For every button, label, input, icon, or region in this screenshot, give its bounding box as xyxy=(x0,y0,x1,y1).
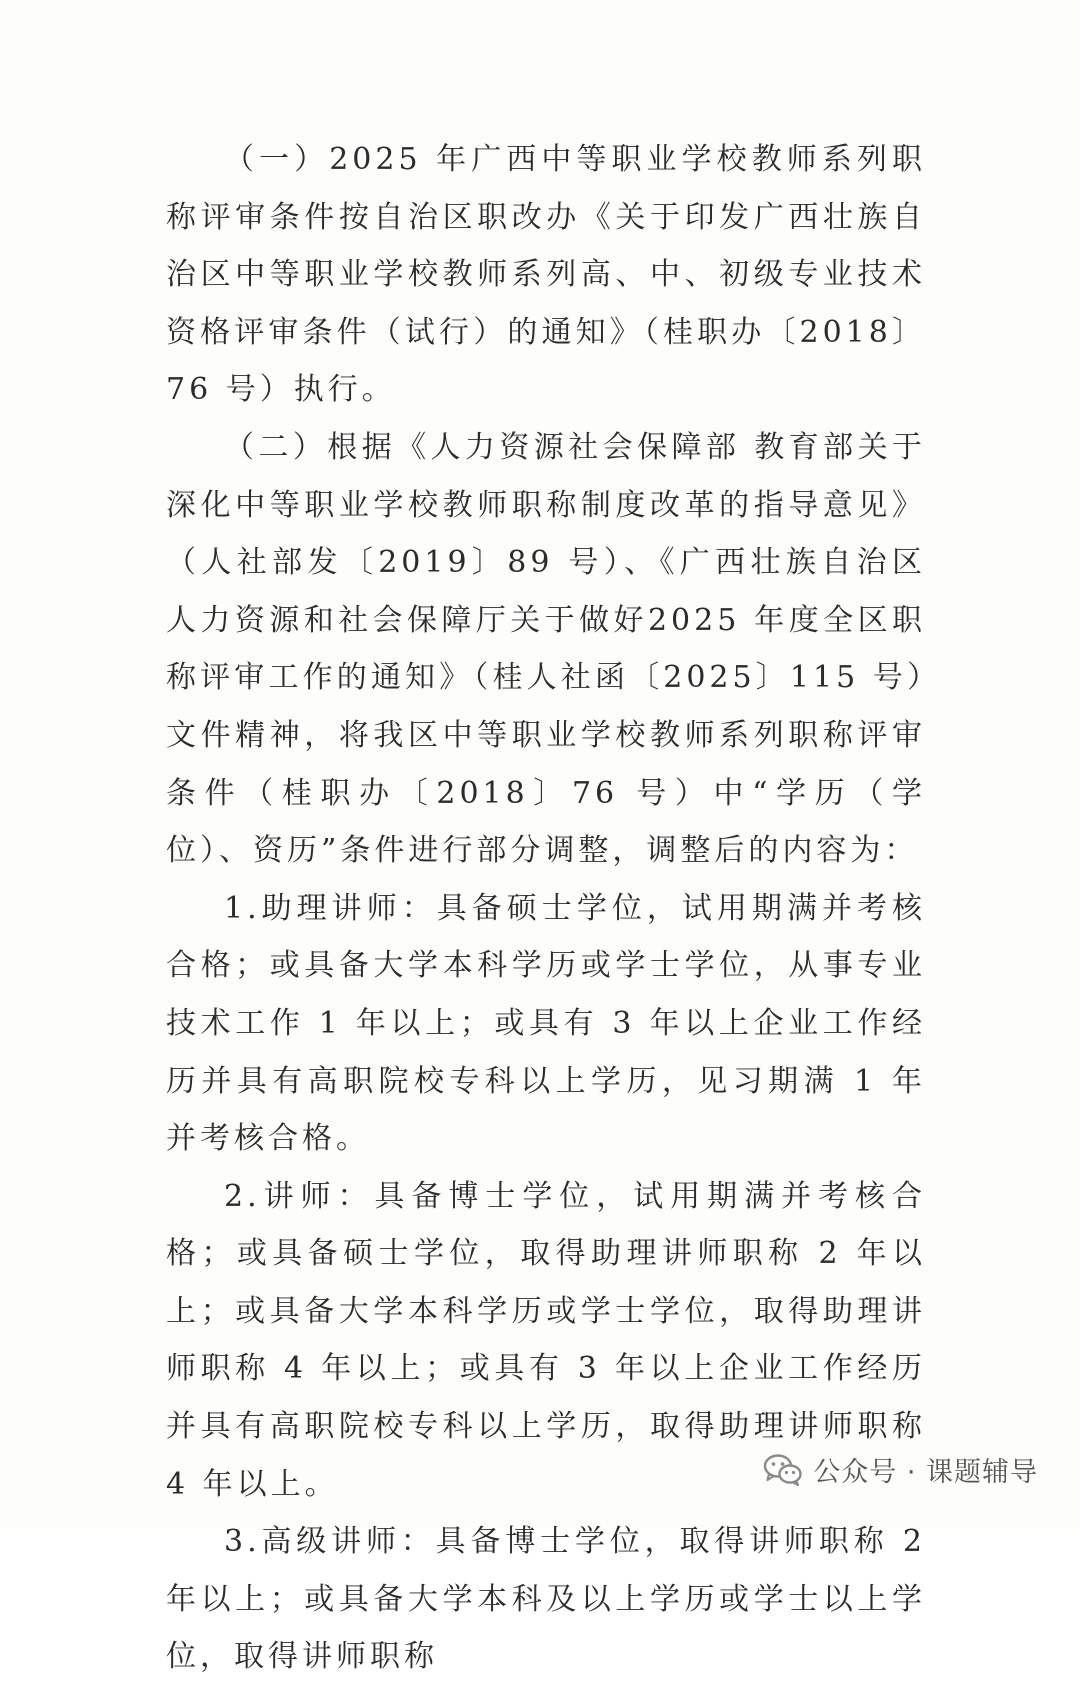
watermark xyxy=(763,1450,1038,1489)
wechat-icon xyxy=(763,1453,803,1487)
paragraph-4: 2.讲师：具备博士学位，试用期满并考核合格；或具备硕士学位，取得助理讲师职称 2 年以上；或具备大学本科学历或学士学位，取得助理讲师职称 4 年以上；或具有 3 年以上企业工作经历并具有高职院校专科以上学历，取得助理讲师职称 4 年以上。 xyxy=(166,1178,926,1502)
paragraph-5: 3.高级讲师：具备博士学位，取得讲师职称 2 年以上；或具备大学本科及以上学历或学士以上学位，取得讲师职称 xyxy=(166,1524,926,1675)
watermark-text: 公众号 · 课题辅导 xyxy=(813,1457,1038,1488)
paragraph-1: （一）2025 年广西中等职业学校教师系列职称评审条件按自治区职改办《关于印发广西壮族自治区中等职业学校教师系列高、中、初级专业技术资格评审条件（试行）的通知》（桂职办〔2018〕76 号）执行。 xyxy=(166,142,926,408)
paragraph-2: （二）根据《人力资源社会保障部 教育部关于深化中等职业学校教师职称制度改革的指导意见》（人社部发〔2019〕89 号）、《广西壮族自治区人力资源和社会保障厅关于做好2025 年度全区职称评审工作的通知》（桂人社函〔2025〕115 号）文件精神，将我区中等职业学校教师系列职称评审条件（桂职办〔2018〕76 号）中“学历（学位）、资历”条件进行部分调整，调整后的内容为： xyxy=(166,429,926,869)
paragraph-3: 1.助理讲师：具备硕士学位，试用期满并考核合格；或具备大学本科学历或学士学位，从事专业技术工作 1 年以上；或具有 3 年以上企业工作经历并具有高职院校专科以上学历，见习期满 1 年并考核合格。 xyxy=(166,890,926,1157)
